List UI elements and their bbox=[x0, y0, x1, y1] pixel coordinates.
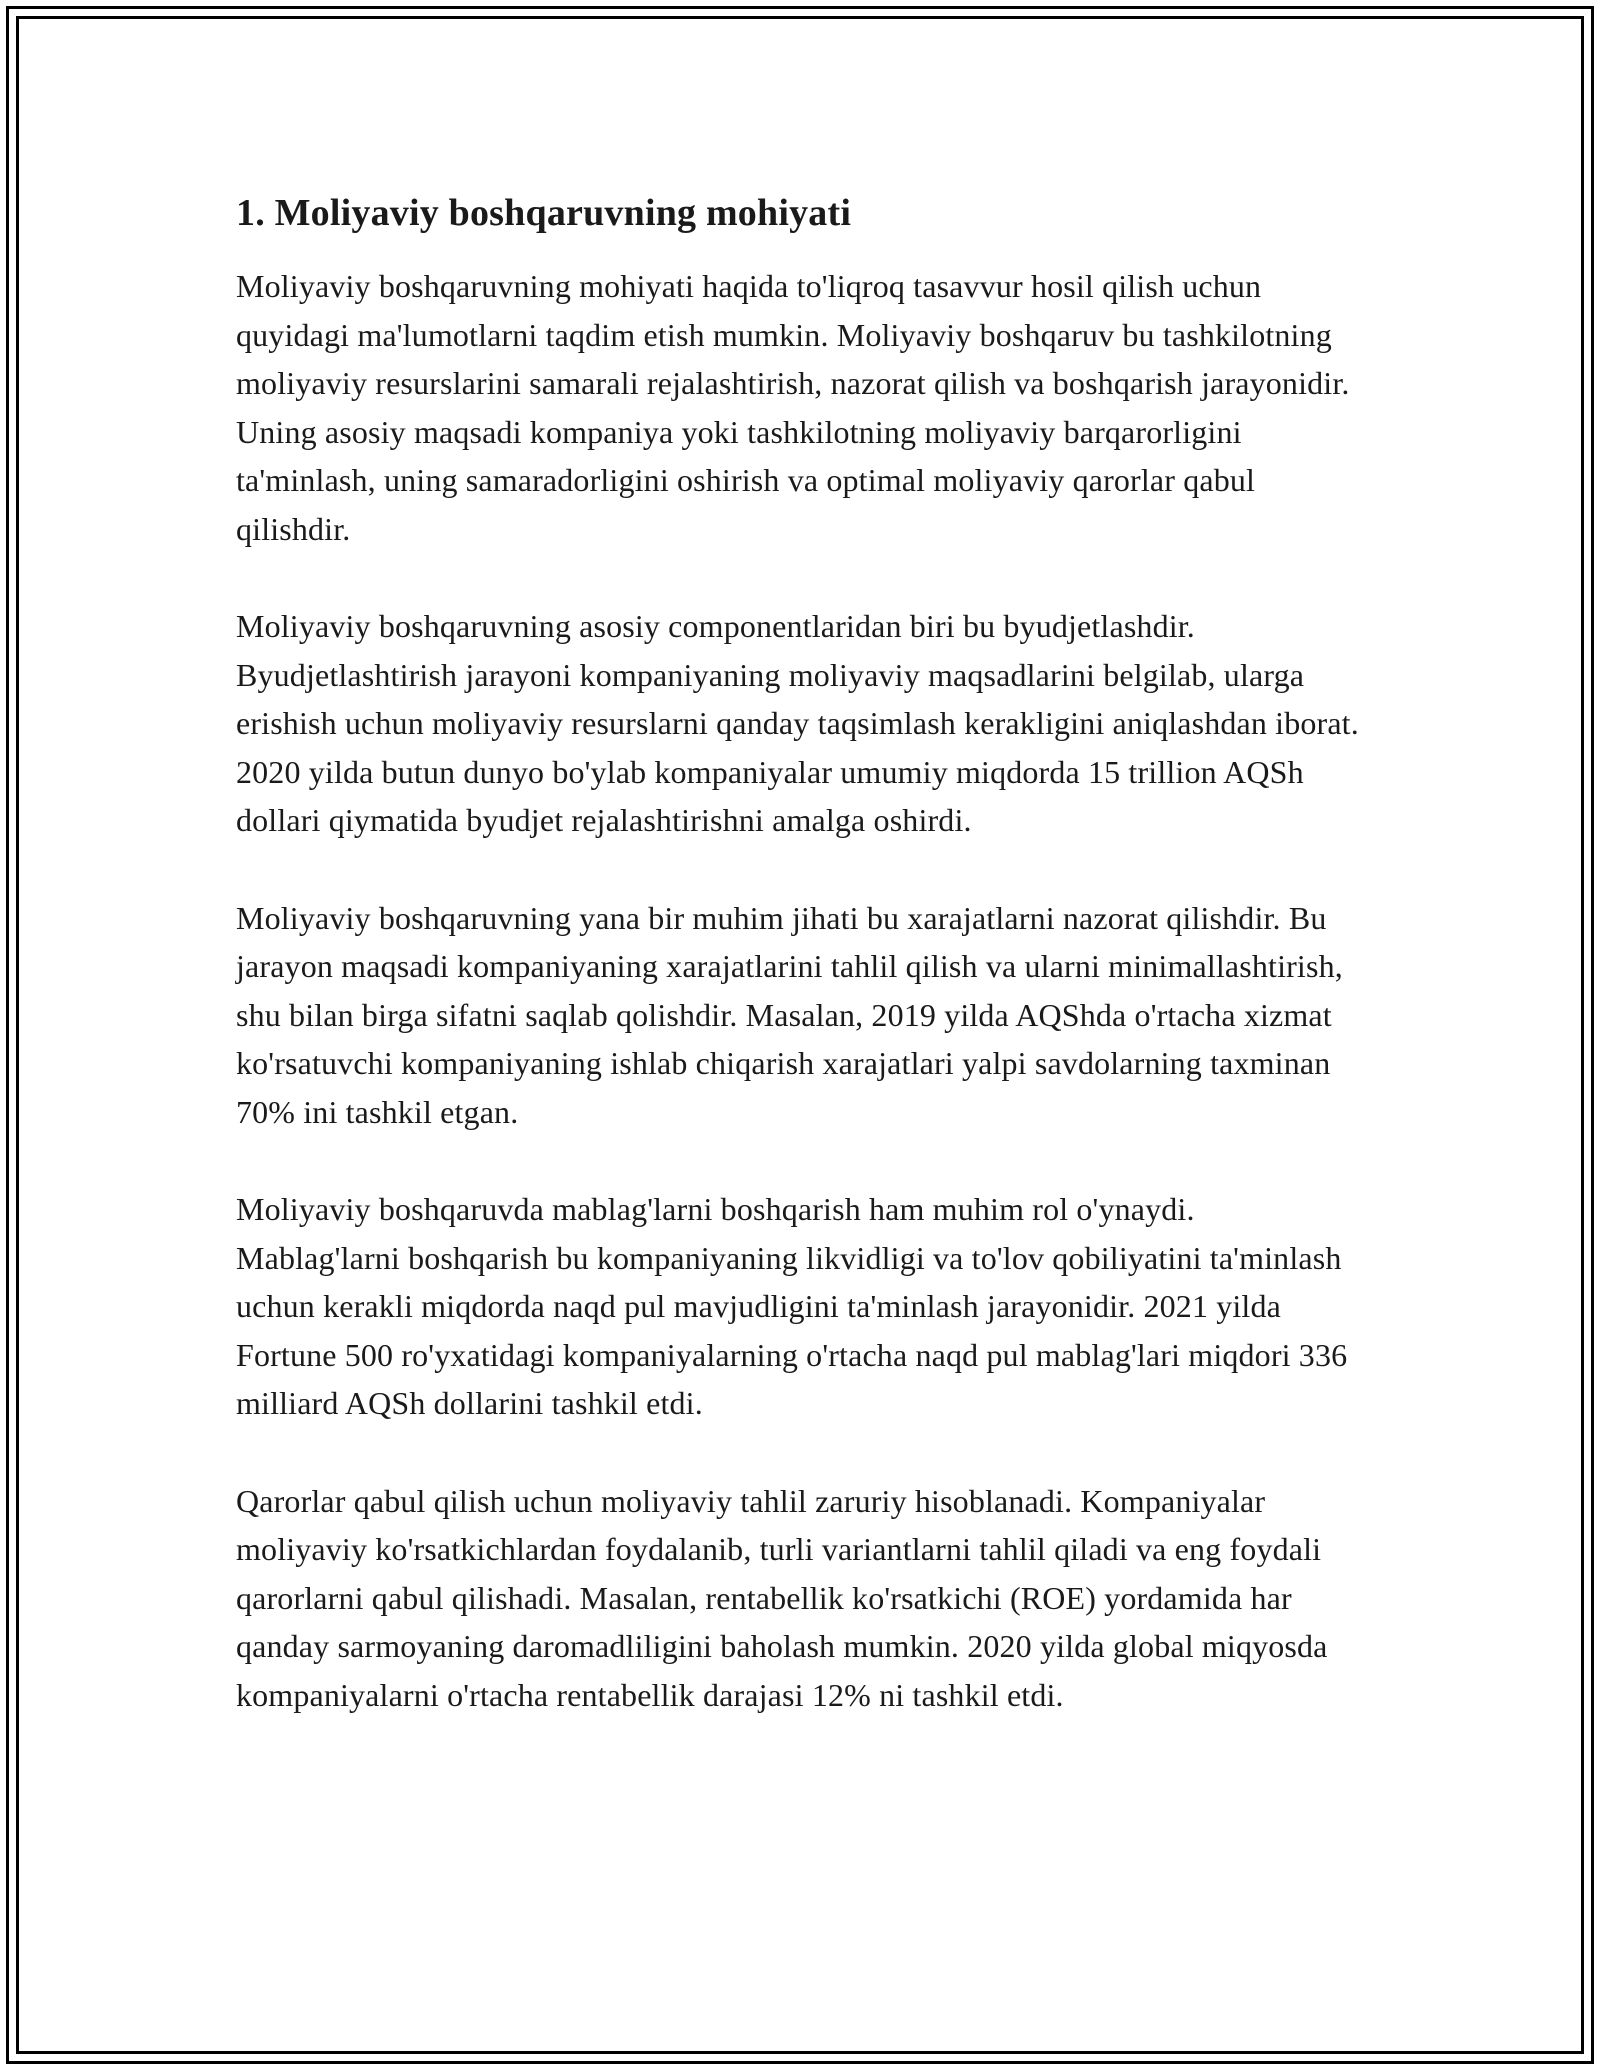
paragraph-5: Qarorlar qabul qilish uchun moliyaviy tahlil zaruriy hisoblanadi. Kompaniyalar moliyaviy ko'rsatkichlardan foydalanib, turli variantlarni tahlil qiladi va eng foydali qarorlarni qabul qilishadi. Masalan, rentabellik ko'rsatkichi (ROE) yordamida har qanday sarmoyaning daromadliligini baholash mumkin. 2020 yilda global miqyosda kompaniyalarni o'rtacha rentabellik darajasi 12% ni tashkil etdi. bbox=[236, 1482, 1328, 1713]
document-body bbox=[236, 186, 1366, 1768]
paragraph-1: Moliyaviy boshqaruvning mohiyati haqida to'liqroq tasavvur hosil qilish uchun quyidagi ma'lumotlarni taqdim etish mumkin. Moliyaviy boshqaruv bu tashkilotning moliyaviy resurslarini samarali rejalashtirish, nazorat qilish va boshqarish jarayonidir. Uning asosiy maqsadi kompaniya yoki tashkilotning moliyaviy barqarorligini ta'minlash, uning samaradorligini oshirish va optimal moliyaviy qarorlar qabul qilishdir. bbox=[236, 268, 1350, 547]
page-title: 1. Moliyaviy boshqaruvning mohiyati bbox=[236, 192, 852, 234]
paragraph-4: Moliyaviy boshqaruvda mablag'larni boshqarish ham muhim rol o'ynaydi. Mablag'larni boshqarish bu kompaniyaning likvidligi va to'lov qobiliyatini ta'minlash uchun kerakli miqdorda naqd pul mavjudligini ta'minlash jarayonidir. 2021 yilda Fortune 500 ro'yxatidagi kompaniyalarning o'rtacha naqd pul mablag'lari miqdori 336 milliard AQSh dollarini tashkil etdi. bbox=[236, 1191, 1348, 1421]
paragraph-2: Moliyaviy boshqaruvning asosiy componentlaridan biri bu byudjetlashdir. Byudjetlashtirish jarayoni kompaniyaning moliyaviy maqsadlarini belgilab, ularga erishish uchun moliyaviy resurslarni qanday taqsimlash kerakligini aniqlashdan iborat. 2020 yilda butun dunyo bo'ylab kompaniyalar umumiy miqdorda 15 trillion AQSh dollari qiymatida byudjet rejalashtirishni amalga oshirdi. bbox=[236, 608, 1359, 838]
paragraph-3: Moliyaviy boshqaruvning yana bir muhim jihati bu xarajatlarni nazorat qilishdir. Bu jarayon maqsadi kompaniyaning xarajatlarini tahlil qilish va ularni minimallashtirish, shu bilan birga sifatni saqlab qolishdir. Masalan, 2019 yilda AQShda o'rtacha xizmat ko'rsatuvchi kompaniyaning ishlab chiqarish xarajatlari yalpi savdolarning taxminan 70% ini tashkil etgan. bbox=[236, 899, 1343, 1130]
